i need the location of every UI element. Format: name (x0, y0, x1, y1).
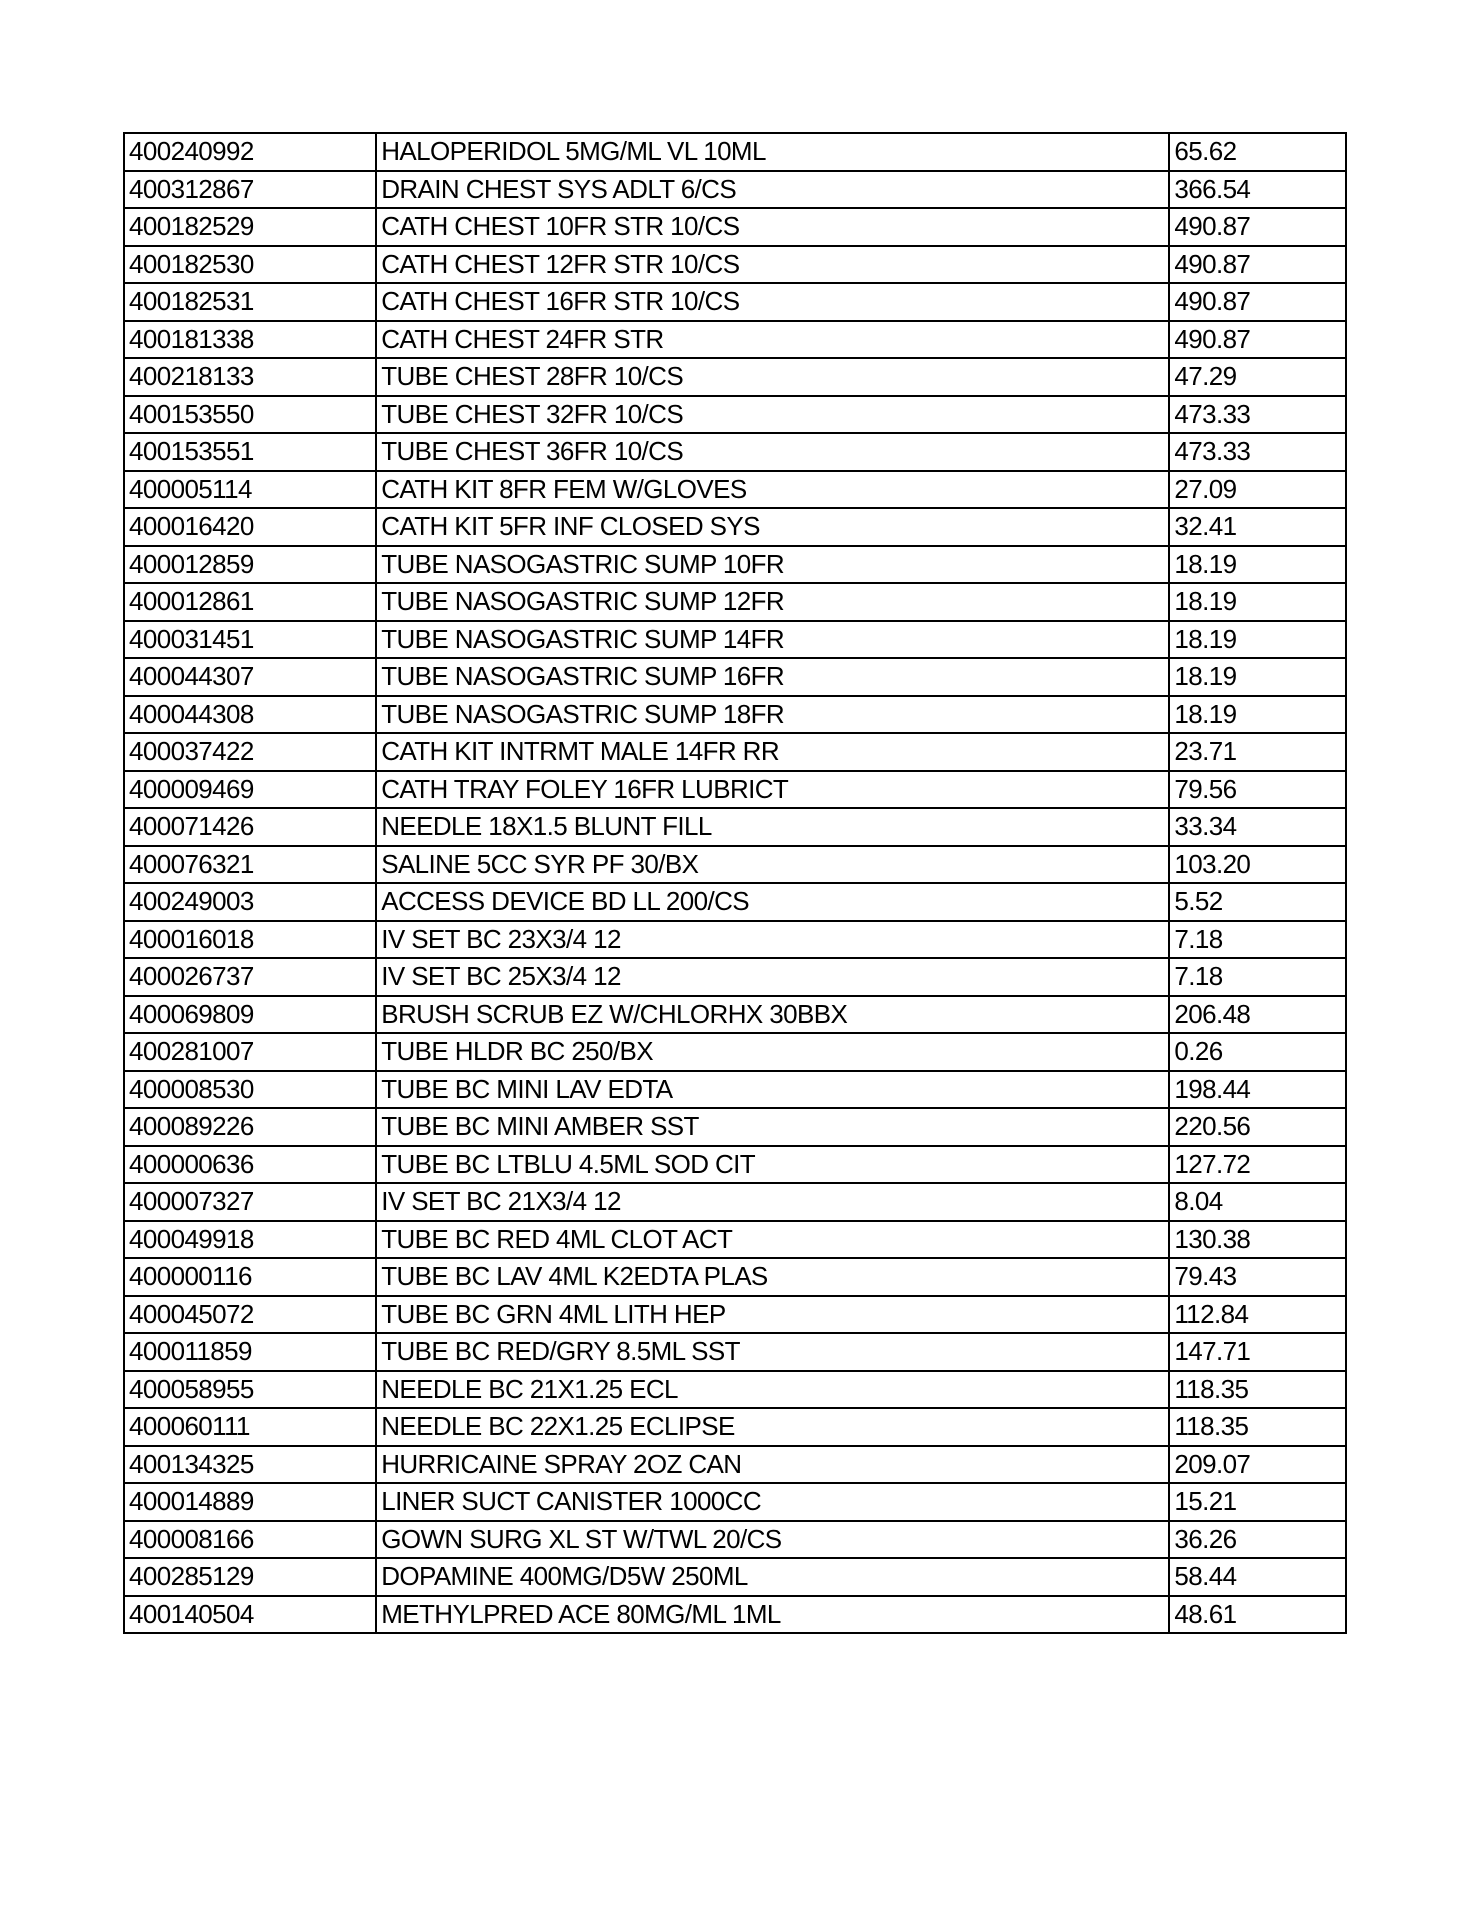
table-row (124, 1221, 1346, 1259)
table-row (124, 208, 1346, 246)
table-row (124, 808, 1346, 846)
table-row (124, 1033, 1346, 1071)
price-cell: 15.21 (1169, 1483, 1346, 1521)
table-row (124, 658, 1346, 696)
price-cell: 118.35 (1169, 1371, 1346, 1409)
table-row (124, 1446, 1346, 1484)
description-cell: NEEDLE 18X1.5 BLUNT FILL (376, 808, 1169, 846)
item-number-cell: 400049918 (124, 1221, 376, 1259)
table-row (124, 1558, 1346, 1596)
description-cell: TUBE NASOGASTRIC SUMP 10FR (376, 546, 1169, 584)
description-cell: NEEDLE BC 22X1.25 ECLIPSE (376, 1408, 1169, 1446)
price-cell: 7.18 (1169, 921, 1346, 959)
table-body (124, 133, 1346, 1633)
description-cell: TUBE BC LAV 4ML K2EDTA PLAS (376, 1258, 1169, 1296)
table-row (124, 133, 1346, 171)
description-cell: DRAIN CHEST SYS ADLT 6/CS (376, 171, 1169, 209)
item-number-cell: 400009469 (124, 771, 376, 809)
price-cell: 220.56 (1169, 1108, 1346, 1146)
table-row (124, 1146, 1346, 1184)
description-cell: ACCESS DEVICE BD LL 200/CS (376, 883, 1169, 921)
table-row (124, 583, 1346, 621)
table-row (124, 433, 1346, 471)
item-number-cell: 400249003 (124, 883, 376, 921)
item-number-cell: 400134325 (124, 1446, 376, 1484)
item-number-cell: 400218133 (124, 358, 376, 396)
price-cell: 33.34 (1169, 808, 1346, 846)
price-cell: 18.19 (1169, 621, 1346, 659)
table-row (124, 1408, 1346, 1446)
item-number-cell: 400012861 (124, 583, 376, 621)
price-cell: 47.29 (1169, 358, 1346, 396)
description-cell: CATH CHEST 16FR STR 10/CS (376, 283, 1169, 321)
description-cell: HALOPERIDOL 5MG/ML VL 10ML (376, 133, 1169, 171)
item-number-cell: 400014889 (124, 1483, 376, 1521)
table-row (124, 921, 1346, 959)
item-number-cell: 400281007 (124, 1033, 376, 1071)
table-row (124, 771, 1346, 809)
item-number-cell: 400008530 (124, 1071, 376, 1109)
item-number-cell: 400026737 (124, 958, 376, 996)
item-number-cell: 400182529 (124, 208, 376, 246)
price-cell: 23.71 (1169, 733, 1346, 771)
table-row (124, 321, 1346, 359)
price-cell: 58.44 (1169, 1558, 1346, 1596)
price-cell: 18.19 (1169, 658, 1346, 696)
price-cell: 490.87 (1169, 208, 1346, 246)
item-number-cell: 400005114 (124, 471, 376, 509)
price-cell: 103.20 (1169, 846, 1346, 884)
table-row (124, 883, 1346, 921)
description-cell: TUBE HLDR BC 250/BX (376, 1033, 1169, 1071)
description-cell: TUBE BC MINI LAV EDTA (376, 1071, 1169, 1109)
price-cell: 36.26 (1169, 1521, 1346, 1559)
table-row (124, 1296, 1346, 1334)
table-row (124, 1258, 1346, 1296)
description-cell: TUBE BC RED 4ML CLOT ACT (376, 1221, 1169, 1259)
price-cell: 209.07 (1169, 1446, 1346, 1484)
price-cell: 473.33 (1169, 433, 1346, 471)
description-cell: IV SET BC 21X3/4 12 (376, 1183, 1169, 1221)
table-row (124, 171, 1346, 209)
item-number-cell: 400008166 (124, 1521, 376, 1559)
description-cell: BRUSH SCRUB EZ W/CHLORHX 30BBX (376, 996, 1169, 1034)
description-cell: TUBE CHEST 28FR 10/CS (376, 358, 1169, 396)
item-number-cell: 400045072 (124, 1296, 376, 1334)
description-cell: TUBE BC RED/GRY 8.5ML SST (376, 1333, 1169, 1371)
table-row (124, 621, 1346, 659)
item-number-cell: 400031451 (124, 621, 376, 659)
price-cell: 18.19 (1169, 583, 1346, 621)
description-cell: HURRICAINE SPRAY 2OZ CAN (376, 1446, 1169, 1484)
table-row (124, 508, 1346, 546)
description-cell: TUBE NASOGASTRIC SUMP 18FR (376, 696, 1169, 734)
description-cell: TUBE BC GRN 4ML LITH HEP (376, 1296, 1169, 1334)
item-number-cell: 400007327 (124, 1183, 376, 1221)
description-cell: SALINE 5CC SYR PF 30/BX (376, 846, 1169, 884)
price-cell: 490.87 (1169, 321, 1346, 359)
table-row (124, 283, 1346, 321)
price-cell: 79.43 (1169, 1258, 1346, 1296)
price-cell: 7.18 (1169, 958, 1346, 996)
table-row (124, 1521, 1346, 1559)
description-cell: IV SET BC 25X3/4 12 (376, 958, 1169, 996)
table-row (124, 396, 1346, 434)
item-number-cell: 400285129 (124, 1558, 376, 1596)
price-cell: 18.19 (1169, 546, 1346, 584)
description-cell: METHYLPRED ACE 80MG/ML 1ML (376, 1596, 1169, 1634)
price-cell: 5.52 (1169, 883, 1346, 921)
price-cell: 490.87 (1169, 246, 1346, 284)
item-number-cell: 400000636 (124, 1146, 376, 1184)
description-cell: TUBE NASOGASTRIC SUMP 16FR (376, 658, 1169, 696)
description-cell: TUBE CHEST 32FR 10/CS (376, 396, 1169, 434)
table-row (124, 471, 1346, 509)
item-number-cell: 400153551 (124, 433, 376, 471)
price-cell: 65.62 (1169, 133, 1346, 171)
description-cell: CATH KIT 8FR FEM W/GLOVES (376, 471, 1169, 509)
price-cell: 79.56 (1169, 771, 1346, 809)
table-row (124, 733, 1346, 771)
item-number-cell: 400044308 (124, 696, 376, 734)
table-row (124, 546, 1346, 584)
description-cell: GOWN SURG XL ST W/TWL 20/CS (376, 1521, 1169, 1559)
description-cell: NEEDLE BC 21X1.25 ECL (376, 1371, 1169, 1409)
description-cell: CATH CHEST 12FR STR 10/CS (376, 246, 1169, 284)
description-cell: CATH CHEST 24FR STR (376, 321, 1169, 359)
table-row (124, 958, 1346, 996)
price-cell: 366.54 (1169, 171, 1346, 209)
table-row (124, 358, 1346, 396)
item-number-cell: 400012859 (124, 546, 376, 584)
price-cell: 127.72 (1169, 1146, 1346, 1184)
price-cell: 118.35 (1169, 1408, 1346, 1446)
table-row (124, 1371, 1346, 1409)
description-cell: CATH KIT INTRMT MALE 14FR RR (376, 733, 1169, 771)
description-cell: TUBE NASOGASTRIC SUMP 14FR (376, 621, 1169, 659)
description-cell: LINER SUCT CANISTER 1000CC (376, 1483, 1169, 1521)
table-row (124, 1333, 1346, 1371)
table-row (124, 996, 1346, 1034)
item-number-cell: 400089226 (124, 1108, 376, 1146)
description-cell: CATH KIT 5FR INF CLOSED SYS (376, 508, 1169, 546)
table-row (124, 1108, 1346, 1146)
item-number-cell: 400140504 (124, 1596, 376, 1634)
item-number-cell: 400058955 (124, 1371, 376, 1409)
price-cell: 490.87 (1169, 283, 1346, 321)
item-price-table (123, 132, 1347, 1634)
item-number-cell: 400069809 (124, 996, 376, 1034)
table-row (124, 696, 1346, 734)
description-cell: TUBE BC LTBLU 4.5ML SOD CIT (376, 1146, 1169, 1184)
description-cell: CATH TRAY FOLEY 16FR LUBRICT (376, 771, 1169, 809)
price-cell: 18.19 (1169, 696, 1346, 734)
price-cell: 8.04 (1169, 1183, 1346, 1221)
item-number-cell: 400181338 (124, 321, 376, 359)
price-cell: 27.09 (1169, 471, 1346, 509)
item-number-cell: 400011859 (124, 1333, 376, 1371)
description-cell: IV SET BC 23X3/4 12 (376, 921, 1169, 959)
item-number-cell: 400182530 (124, 246, 376, 284)
item-number-cell: 400060111 (124, 1408, 376, 1446)
table-row (124, 1183, 1346, 1221)
item-number-cell: 400153550 (124, 396, 376, 434)
price-cell: 112.84 (1169, 1296, 1346, 1334)
item-number-cell: 400016018 (124, 921, 376, 959)
table-row (124, 1596, 1346, 1634)
table-row (124, 1483, 1346, 1521)
item-number-cell: 400312867 (124, 171, 376, 209)
item-number-cell: 400071426 (124, 808, 376, 846)
description-cell: CATH CHEST 10FR STR 10/CS (376, 208, 1169, 246)
description-cell: TUBE NASOGASTRIC SUMP 12FR (376, 583, 1169, 621)
price-cell: 48.61 (1169, 1596, 1346, 1634)
price-cell: 0.26 (1169, 1033, 1346, 1071)
item-number-cell: 400240992 (124, 133, 376, 171)
table-row (124, 246, 1346, 284)
item-number-cell: 400000116 (124, 1258, 376, 1296)
price-cell: 473.33 (1169, 396, 1346, 434)
item-number-cell: 400044307 (124, 658, 376, 696)
description-cell: TUBE BC MINI AMBER SST (376, 1108, 1169, 1146)
item-number-cell: 400037422 (124, 733, 376, 771)
table-row (124, 846, 1346, 884)
table-row (124, 1071, 1346, 1109)
item-number-cell: 400016420 (124, 508, 376, 546)
description-cell: TUBE CHEST 36FR 10/CS (376, 433, 1169, 471)
price-cell: 130.38 (1169, 1221, 1346, 1259)
price-cell: 206.48 (1169, 996, 1346, 1034)
price-cell: 32.41 (1169, 508, 1346, 546)
description-cell: DOPAMINE 400MG/D5W 250ML (376, 1558, 1169, 1596)
price-cell: 198.44 (1169, 1071, 1346, 1109)
price-cell: 147.71 (1169, 1333, 1346, 1371)
item-number-cell: 400076321 (124, 846, 376, 884)
item-number-cell: 400182531 (124, 283, 376, 321)
